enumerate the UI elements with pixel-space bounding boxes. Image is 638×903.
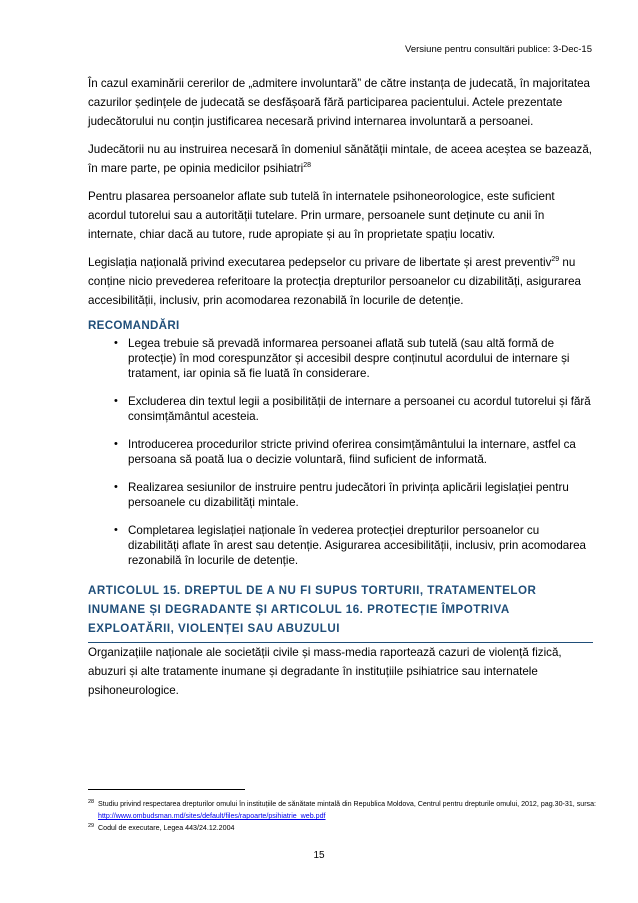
list-item <box>88 394 593 424</box>
list-item-text: Realizarea sesiunilor de instruire pentru judecători în privința aplicării legislației pentru persoanele cu dizabilități mintale. <box>128 481 569 509</box>
list-item <box>88 336 593 381</box>
paragraph-text-continued: nu conține nicio prevederea referitoare la protecția drepturilor persoanelor cu dizabilități, asigurarea accesibilității, inclusiv, prin acomodarea rezonabilă în locurile de detenție. <box>88 256 582 307</box>
paragraph-guardianship: Pentru plasarea persoanelor aflate sub tutelă în internatele psihoneorologice, este suficient acordul tutorelui sau a autorității tutelare. Prin urmare, persoanele sunt deținute cu anii în internate, chiar dacă au tutore, rude apropiate și au în proprietate spațiu locativ. <box>88 190 555 241</box>
bullet-icon: • <box>114 337 118 349</box>
list-item-text: Excluderea din textul legii a posibilității de internare a persoanei cu acordul tutorelui și fără consimțământul acesteia. <box>128 395 591 423</box>
footnote-29 <box>88 822 598 834</box>
footnote-ref-29[interactable]: 29 <box>551 256 560 264</box>
list-item-text: Introducerea procedurilor stricte privind oferirea consimțământului la internare, astfel ca persoana să poată lua o decizie voluntară, fiind suficient de informată. <box>128 438 576 466</box>
list-item <box>88 480 593 510</box>
recommendations-heading: RECOMANDĂRI <box>88 319 180 332</box>
paragraph-involuntary-admission: În cazul examinării cererilor de „admitere involuntară” de către instanța de judecată, în majoritatea cazurilor ședințele de judecată se desfășoară fără participarea pacientului. Actele prezentate judecătorului nu conțin justificarea necesară privind internarea involuntară a persoanei. <box>88 77 591 128</box>
page-number: 15 <box>313 850 325 861</box>
footnote-number: 29 <box>88 823 95 829</box>
footnotes <box>88 798 598 834</box>
running-header: Versiune pentru consultări publice: 3-Dec-15 <box>405 44 592 55</box>
list-item <box>88 523 593 568</box>
footnote-ref-28[interactable]: 28 <box>303 162 312 170</box>
bullet-icon: • <box>114 438 118 450</box>
page-body <box>88 74 593 709</box>
paragraph-detention-legislation <box>88 253 593 310</box>
footnote-28 <box>88 798 598 822</box>
footnote-text: Studiu privind respectarea drepturilor omului în instituțiile de sănătate mintală din Republica Moldova, Centrul pentru drepturile omului, 2012, pag.30-31, sursa: <box>98 800 597 808</box>
bullet-icon: • <box>114 481 118 493</box>
footnote-number: 28 <box>88 799 95 805</box>
bullet-icon: • <box>114 524 118 536</box>
paragraph-text: Legislația națională privind executarea pedepselor cu privare de libertate și arest preventiv <box>88 256 552 269</box>
footnote-text: Codul de executare, Legea 443/24.12.2004 <box>98 824 235 832</box>
source-link[interactable]: http://www.ombudsman.md/sites/default/files/rapoarte/psihiatrie_web.pdf <box>98 812 326 820</box>
paragraph-judges-training <box>88 140 593 178</box>
recommendations-list <box>88 336 593 568</box>
footnote-separator <box>88 789 245 790</box>
list-item <box>88 437 593 467</box>
list-item-text: Completarea legislației naționale în vederea protecției drepturilor persoanelor cu dizabilități aflate în arest sau detenție. Asigurarea accesibilității, inclusiv, prin acomodarea rezonabilă în locurile de detenție. <box>128 524 586 567</box>
paragraph-violence-reports: Organizațiile naționale ale societății civile și mass-media raportează cazuri de violență fizică, abuzuri și alte tratamente inumane și degradante în instituțiile psihiatrice sau internatele psihoneurologice. <box>88 646 562 697</box>
article-heading: ARTICOLUL 15. DREPTUL DE A NU FI SUPUS TORTURII, TRATAMENTELOR INUMANE ȘI DEGRADANTE ȘI ARTICOLUL 16. PROTECȚIE ÎMPOTRIVA EXPLOATĂRII, VIOLENȚEI SAU ABUZULUI <box>88 581 593 643</box>
paragraph-text: Judecătorii nu au instruirea necesară în domeniul sănătății mintale, de aceea aceștea se bazează, în mare parte, pe opinia medicilor psihiatri <box>88 143 592 175</box>
list-item-text: Legea trebuie să prevadă informarea persoanei aflată sub tutelă (sau altă formă de protecție) în mod corespunzător și accesibil despre conținutul acordului de internare și tratament, iar opinia să fie luată în considerare. <box>128 337 570 380</box>
bullet-icon: • <box>114 395 118 407</box>
